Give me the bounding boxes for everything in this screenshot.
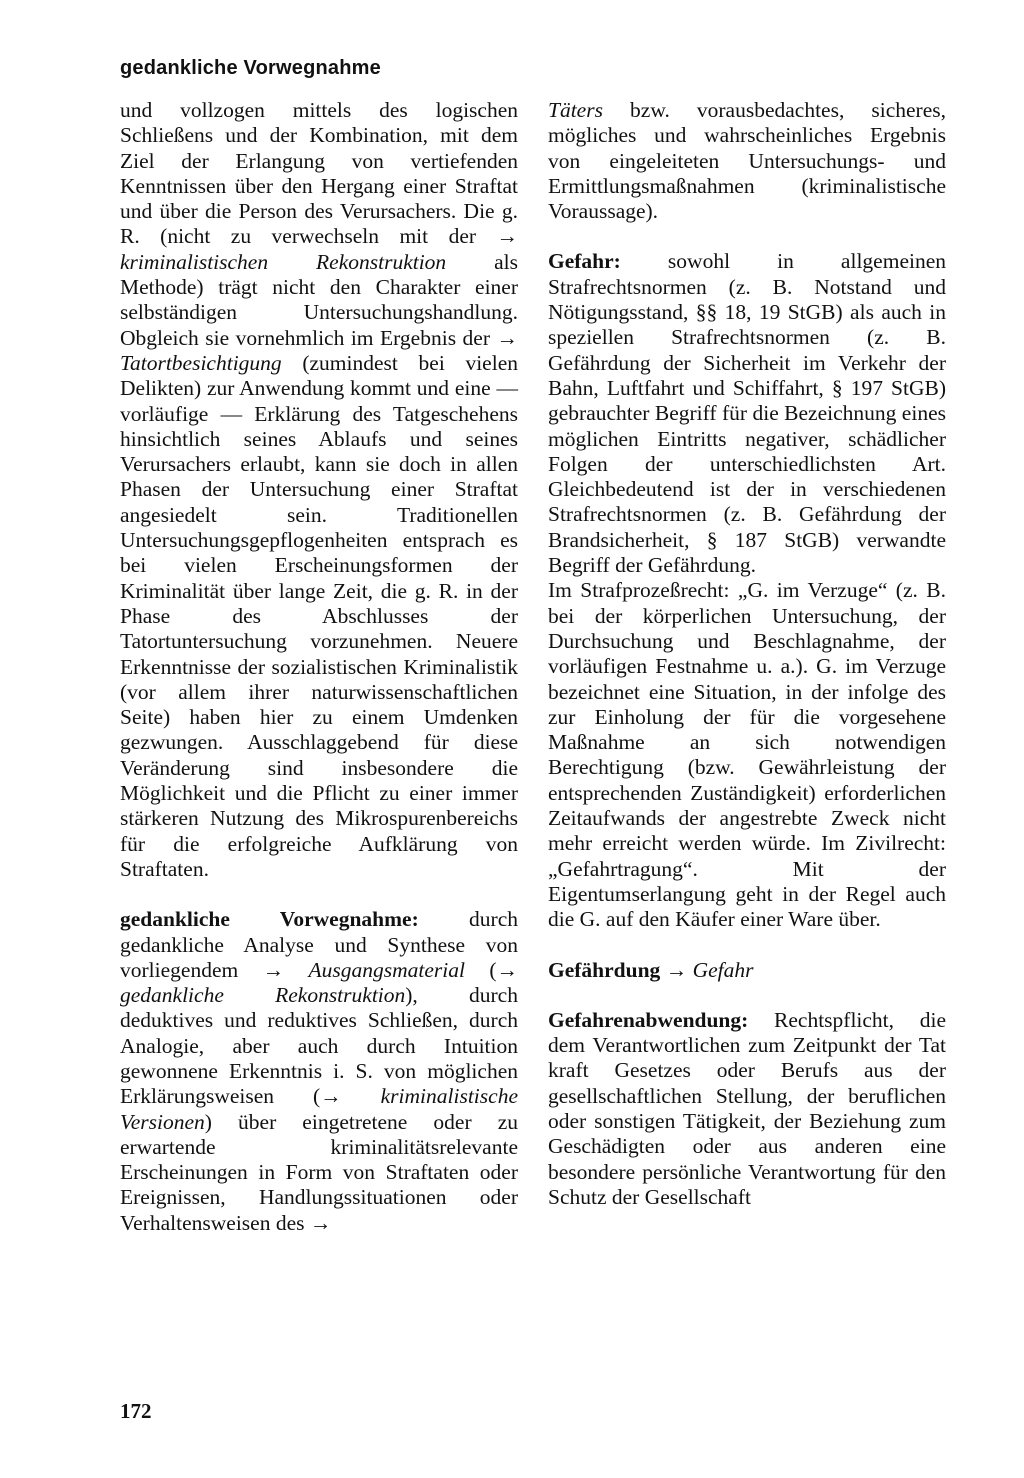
body-text: (zumindest bei vielen Delikten) zur Anwendung kommt und eine — vorläufige — Erklärung des Tatgeschehens hinsichtlich seines Ablaufs und seines Verursachers erlaubt, kann sie doch in allen Phasen der Untersuchung einer Straftat angesiedelt sein. Traditionellen Untersuchungsgepflogenheiten entsprach es bei vielen Erscheinungsformen der Kriminalität über lange Zeit, die g. R. in der Phase des Abschlusses der Tatortuntersuchung vorzunehmen. Neuere Erkenntnisse der sozialistischen Kriminalistik (vor allem ihrer naturwissenschaftlichen Seite) haben hier zu einem Umdenken gezwungen. Ausschlaggebend für diese Veränderung sind insbesondere die Möglichkeit und die Pflicht zu einer immer stärkeren Nutzung des Mikrospurenbereichs für die erfolgreiche Aufklärung von Straftaten. <box>120 350 518 881</box>
body-text: ), durch deduktives und reduktives Schließen, durch Analogie, aber auch durch Intuition gewonnene Erkenntnis i. S. von möglichen Erklärungsweisen ( <box>120 983 518 1109</box>
entry-separator <box>120 882 518 907</box>
entry-lemma: Gefährdung <box>548 957 661 982</box>
page-number: 172 <box>120 1399 152 1423</box>
body-text: ( <box>464 957 497 982</box>
cross-reference-arrow: → <box>320 1084 342 1109</box>
entry-gefahr-paragraph <box>548 578 946 932</box>
cross-reference-arrow: → <box>496 224 518 249</box>
entry-lemma: Gefahrenabwendung: <box>548 1007 749 1032</box>
entry-separator <box>548 983 946 1008</box>
cross-reference-arrow: → <box>496 957 518 982</box>
cross-reference: Gefahr <box>692 957 754 982</box>
body-text: durch gedankliche Analyse und Synthese von vorliegendem <box>120 907 518 982</box>
body-text: Im Strafprozeßrecht: „G. im Verzuge“ (z. B. bei der körperlichen Untersuchung, der Durchsuchung und Beschlagnahme, der vorläufigen Festnahme u. a.). G. im Verzuge bezeichnet eine Situation, in der infolge des zur Einholung der für die vorgesehene Maßnahme an sich notwendigen Berechtigung (bzw. Gewährleistung der entsprechenden Zuständigkeit) erforderlichen Zeitaufwands der angestrebte Zweck nicht mehr erreicht werden würde. Im Zivilrecht: „Gefahrtragung“. Mit der Eigentumserlangung geht in der Regel auch die G. auf den Käufer einer Ware über. <box>548 578 946 932</box>
entry-gefaehrdung <box>548 958 946 983</box>
cross-reference: gedankliche Rekonstruktion <box>120 983 406 1008</box>
entry-lemma: gedankliche Vorwegnahme: <box>120 907 419 932</box>
cross-reference: Ausgangsmaterial <box>308 957 465 982</box>
entry-separator <box>548 224 946 249</box>
entry-separator <box>548 933 946 958</box>
body-text: Rechtspflicht, die dem Verantwortlichen zum Zeitpunkt der Tat kraft Gesetzes oder Berufs aus der gesellschaftlichen Stellung, der beruflichen oder sonstigen Tätigkeit, der Beziehung zum Geschädigten oder aus anderen eine besondere persönliche Verantwortung für den Schutz der Gesellschaft <box>548 1007 946 1209</box>
body-text: sowohl in allgemeinen Strafrechtsnormen (z. B. Notstand und Nötigungsstand, §§ 18, 19 StGB) als auch in speziellen Strafrechtsnormen (z. B. Gefährdung der Sicherheit im Verkehr der Bahn, Luftfahrt und Schiffahrt, § 197 StGB) gebrauchter Begriff für die Bezeichnung eines möglichen Eintritts negativer, schädlicher Folgen der unterschiedlichsten Art. Gleichbedeutend ist der in verschiedenen Strafrechtsnormen (z. B. Gefährdung der Brandsicherheit, § 187 StGB) verwandte Begriff der Gefährdung. <box>548 249 946 578</box>
body-text: ) über eingetretene oder zu erwartende kriminalitätsrelevante Erscheinungen in Form von Straftaten oder Ereignissen, Handlungssituationen oder Verhaltensweisen des <box>120 1109 518 1235</box>
cross-reference: kriminalistischen Rekonstruktion <box>120 249 447 274</box>
cross-reference: kriminalistische Versionen <box>120 1084 518 1134</box>
body-text: bzw. vorausbedachtes, sicheres, mögliches und wahrscheinliches Ergebnis von eingeleiteten Untersuchungs- und Ermittlungsmaßnahmen (kriminalistische Voraussage). <box>548 98 946 224</box>
entry-gefahrenabwendung <box>548 1008 946 1210</box>
entry-lemma: Gefahr: <box>548 249 621 274</box>
cross-reference-arrow: → <box>496 325 518 350</box>
entry-gedankliche-vorwegnahme <box>120 907 518 1236</box>
running-head: gedankliche Vorwegnahme <box>120 57 381 79</box>
cross-reference: Täters <box>548 98 603 122</box>
entry-gefahr <box>548 249 946 578</box>
cross-reference-arrow: → <box>309 1210 332 1235</box>
body-text: und vollzogen mittels des logischen Schließens und der Kombination, mit dem Ziel der Erlangung von vertiefenden Kenntnissen über den Hergang einer Straftat und über die Person des Verursachers. Die g. R. (nicht zu verwechseln mit der <box>120 98 518 249</box>
cross-reference-arrow: → <box>262 957 285 982</box>
paragraph-continuation <box>548 98 946 224</box>
cross-reference-arrow: → <box>665 957 688 982</box>
paragraph-continuation <box>120 98 518 882</box>
cross-reference: Tatortbesichtigung <box>120 350 282 375</box>
left-column <box>120 98 518 1236</box>
right-column <box>548 98 946 1210</box>
body-text: als Methode) trägt nicht den Charakter einer selbständigen Untersuchungshandlung. Obgleich sie vornehmlich im Ergebnis der <box>120 249 518 350</box>
